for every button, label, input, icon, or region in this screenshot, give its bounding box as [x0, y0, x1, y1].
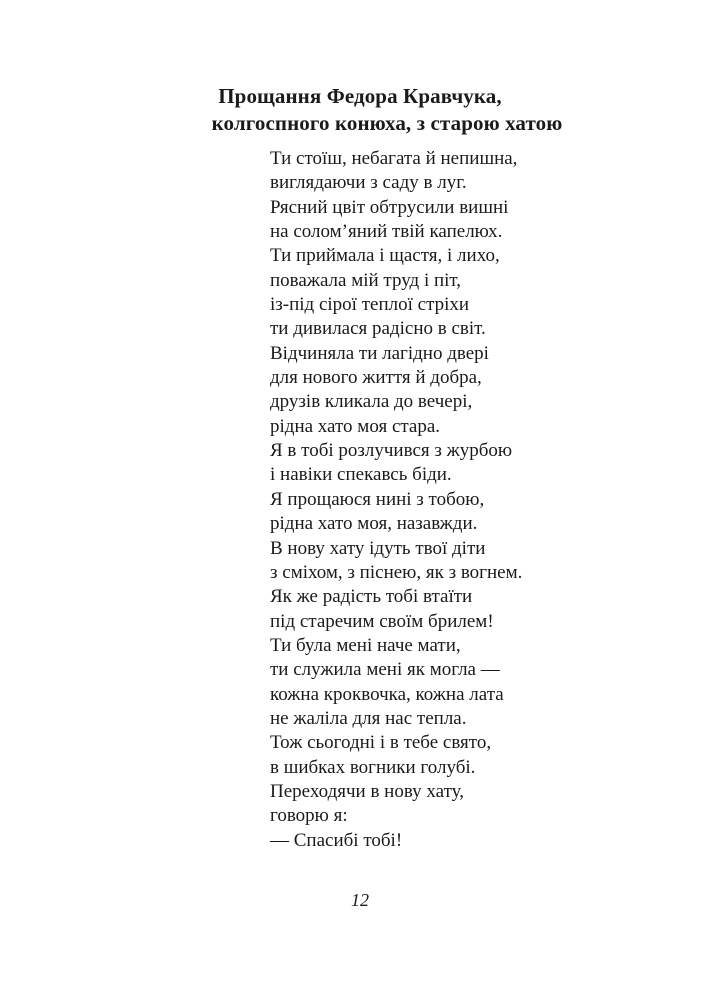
- poem-line: з сміхом, з піснею, як з вогнем.: [270, 561, 523, 583]
- page-number: 12: [351, 890, 369, 910]
- poem-line: для нового життя й добра,: [270, 367, 482, 389]
- poem-line: говорю я:: [270, 805, 348, 827]
- poem-line: ти служила мені як могла —: [270, 659, 500, 681]
- poem-line: Рясний цвіт обтрусили вишні: [270, 196, 509, 218]
- poem-line: Тож сьогодні і в тебе свято,: [270, 732, 492, 754]
- poem-line: Я прощаюся нині з тобою,: [270, 488, 485, 510]
- poem-line: Ти приймала і щастя, і лихо,: [270, 245, 500, 267]
- poem-line: Я в тобі розлучився з журбою: [270, 440, 513, 462]
- poem-line: — Спасибі тобі!: [270, 829, 403, 851]
- poem-line: і навіки спекавсь біди.: [270, 464, 452, 486]
- poem-line: в шибках вогники голубі.: [270, 756, 476, 778]
- poem-title-line-2: колгоспного конюха, з старою хатою: [211, 111, 563, 135]
- poem-line: Ти була мені наче мати,: [270, 634, 461, 656]
- poem-line: під старечим своїм брилем!: [270, 610, 494, 632]
- poem-line: на солом’яний твій капелюх.: [270, 221, 503, 243]
- poem-line: кожна кроквочка, кожна лата: [270, 683, 504, 705]
- poem-line: рідна хато моя стара.: [270, 415, 441, 437]
- poem-title-line-1: Прощання Федора Кравчука,: [218, 84, 502, 108]
- poem-line: із-під сірої теплої стріхи: [270, 294, 470, 316]
- poem-line: В нову хату ідуть твої діти: [270, 537, 486, 559]
- poem-line: не жаліла для нас тепла.: [270, 707, 467, 729]
- poem-line: виглядаючи з саду в луг.: [270, 172, 467, 194]
- poem-line: Відчиняла ти лагідно двері: [270, 342, 489, 364]
- poem-line: друзів кликала до вечері,: [270, 391, 473, 413]
- poem-line: поважала мій труд і піт,: [270, 269, 462, 291]
- poem-body: [270, 147, 522, 853]
- poem-line: Як же радість тобі втаїти: [270, 586, 473, 608]
- poem-title: [0, 83, 720, 137]
- poem-line: ти дивилася радісно в світ.: [270, 318, 486, 340]
- poem-line: рідна хато моя, назавжди.: [270, 513, 478, 535]
- poem-line: Ти стоїш, небагата й непишна,: [270, 148, 518, 169]
- poem-line: Переходячи в нову хату,: [270, 780, 464, 802]
